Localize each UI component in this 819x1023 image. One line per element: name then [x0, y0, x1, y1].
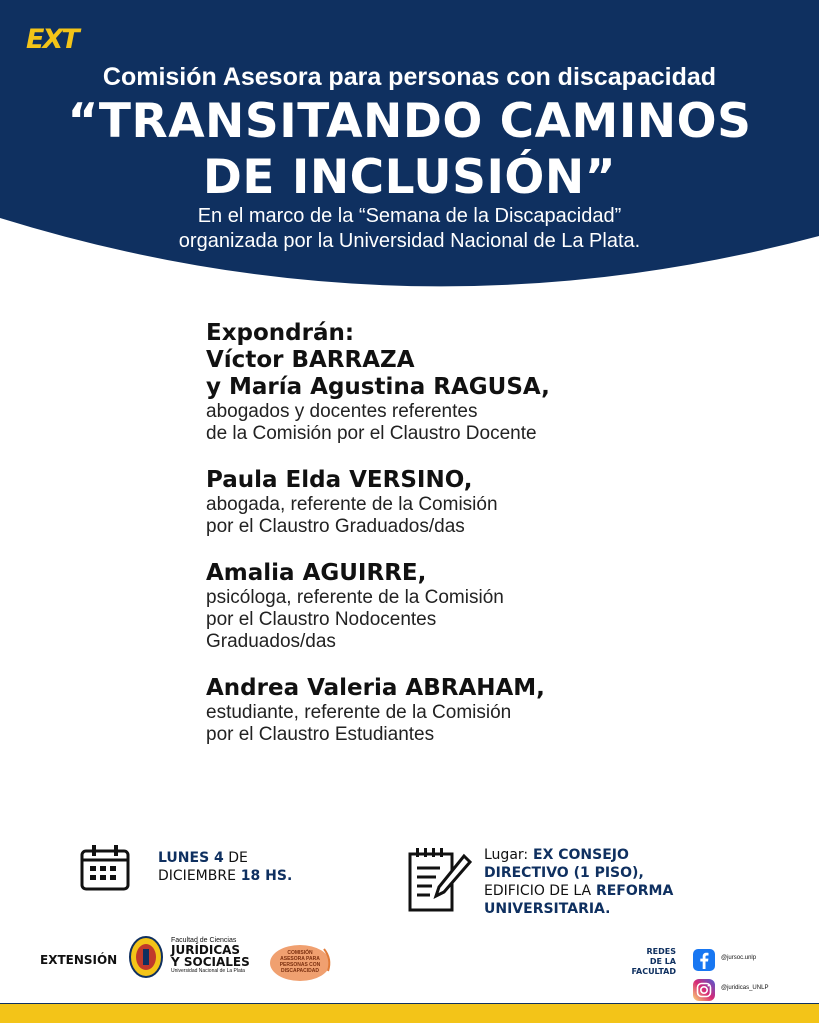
ext-logo: EXT	[26, 24, 78, 55]
speaker-role: por el Claustro Nodocentes	[206, 609, 437, 630]
place-line4: UNIVERSITARIA.	[484, 901, 611, 917]
event-time: 18 HS.	[235, 868, 293, 884]
speaker-group-3	[206, 560, 766, 653]
event-context	[0, 204, 819, 254]
speaker-name: y María Agustina RAGUSA,	[206, 374, 550, 400]
event-place	[484, 846, 734, 918]
speaker-role: por el Claustro Graduados/das	[206, 516, 465, 537]
place-line2: DIRECTIVO (1 PISO),	[484, 865, 644, 881]
context-line1: En el marco de la “Semana de la Discapacidad”	[197, 205, 622, 227]
footer	[0, 935, 819, 1007]
university-seal-icon	[128, 935, 164, 979]
place-line1: EX CONSEJO	[528, 847, 629, 863]
speaker-group-2	[206, 467, 766, 538]
badge-line: PERSONAS CON	[279, 962, 321, 968]
place-line3b: REFORMA	[591, 883, 674, 899]
speaker-role: estudiante, referente de la Comisión	[206, 702, 512, 723]
commission-name: Comisión Asesora para personas con discapacidad	[102, 63, 717, 91]
event-title-line1: “TRANSITANDO CAMINOS	[67, 94, 752, 149]
speaker-name: Andrea Valeria ABRAHAM,	[206, 675, 545, 701]
badge-text	[272, 950, 328, 974]
place-line3: EDIFICIO DE LA	[484, 883, 592, 899]
speakers-intro: Expondrán:	[206, 320, 355, 346]
speaker-role: psicóloga, referente de la Comisión	[206, 587, 504, 608]
speaker-role: por el Claustro Estudiantes	[206, 724, 435, 745]
event-title	[0, 94, 819, 206]
speaker-role: abogados y docentes referentes	[206, 401, 478, 422]
event-title-line2: DE INCLUSIÓN”	[202, 150, 617, 205]
speaker-name: Paula Elda VERSINO,	[206, 467, 473, 493]
speaker-group-1	[206, 320, 766, 445]
speaker-name: Víctor BARRAZA	[206, 347, 415, 373]
faculty-top: Facultad de Ciencias	[171, 937, 237, 944]
instagram-handle: @juridicas_UNLP	[721, 985, 769, 991]
speaker-name: Amalia AGUIRRE,	[206, 560, 427, 586]
faculty-name-l1: JURÍDICAS	[171, 943, 241, 957]
faculty-logo	[171, 937, 271, 974]
badge-line: DISCAPACIDAD	[281, 968, 319, 974]
calendar-icon	[80, 845, 132, 891]
faculty-univ: Universidad Nacional de La Plata	[171, 968, 245, 974]
speaker-role: Graduados/das	[206, 631, 336, 652]
badge-line: ASESORA PARA	[280, 956, 320, 962]
facebook-handle: @jursoc.unlp	[721, 955, 757, 961]
faculty-name-l2: Y SOCIALES	[171, 955, 250, 969]
social-label-line: FACULTAD	[631, 967, 676, 976]
context-line2: organizada por la Universidad Nacional de La Plata.	[178, 230, 641, 252]
speaker-role: de la Comisión por el Claustro Docente	[206, 423, 537, 444]
event-month: DICIEMBRE	[158, 868, 236, 884]
header-banner	[0, 0, 819, 310]
social-label-line: DE LA	[649, 957, 676, 966]
notepad-pen-icon	[408, 848, 472, 914]
facebook-icon	[693, 949, 715, 971]
instagram-icon	[693, 979, 715, 1001]
event-date	[158, 849, 358, 885]
footer-stripe	[0, 1004, 819, 1023]
badge-line: COMISIÓN	[287, 950, 313, 956]
social-label	[620, 947, 676, 977]
place-label: Lugar:	[484, 847, 529, 863]
event-day: LUNES 4	[158, 850, 224, 866]
extension-label: EXTENSIÓN	[40, 953, 118, 967]
commission-badge	[268, 941, 336, 983]
speaker-group-4	[206, 675, 766, 746]
speaker-role: abogada, referente de la Comisión	[206, 494, 498, 515]
social-label-line: REDES	[646, 947, 676, 956]
date-connector: DE	[223, 850, 248, 866]
speakers-list	[206, 320, 766, 768]
